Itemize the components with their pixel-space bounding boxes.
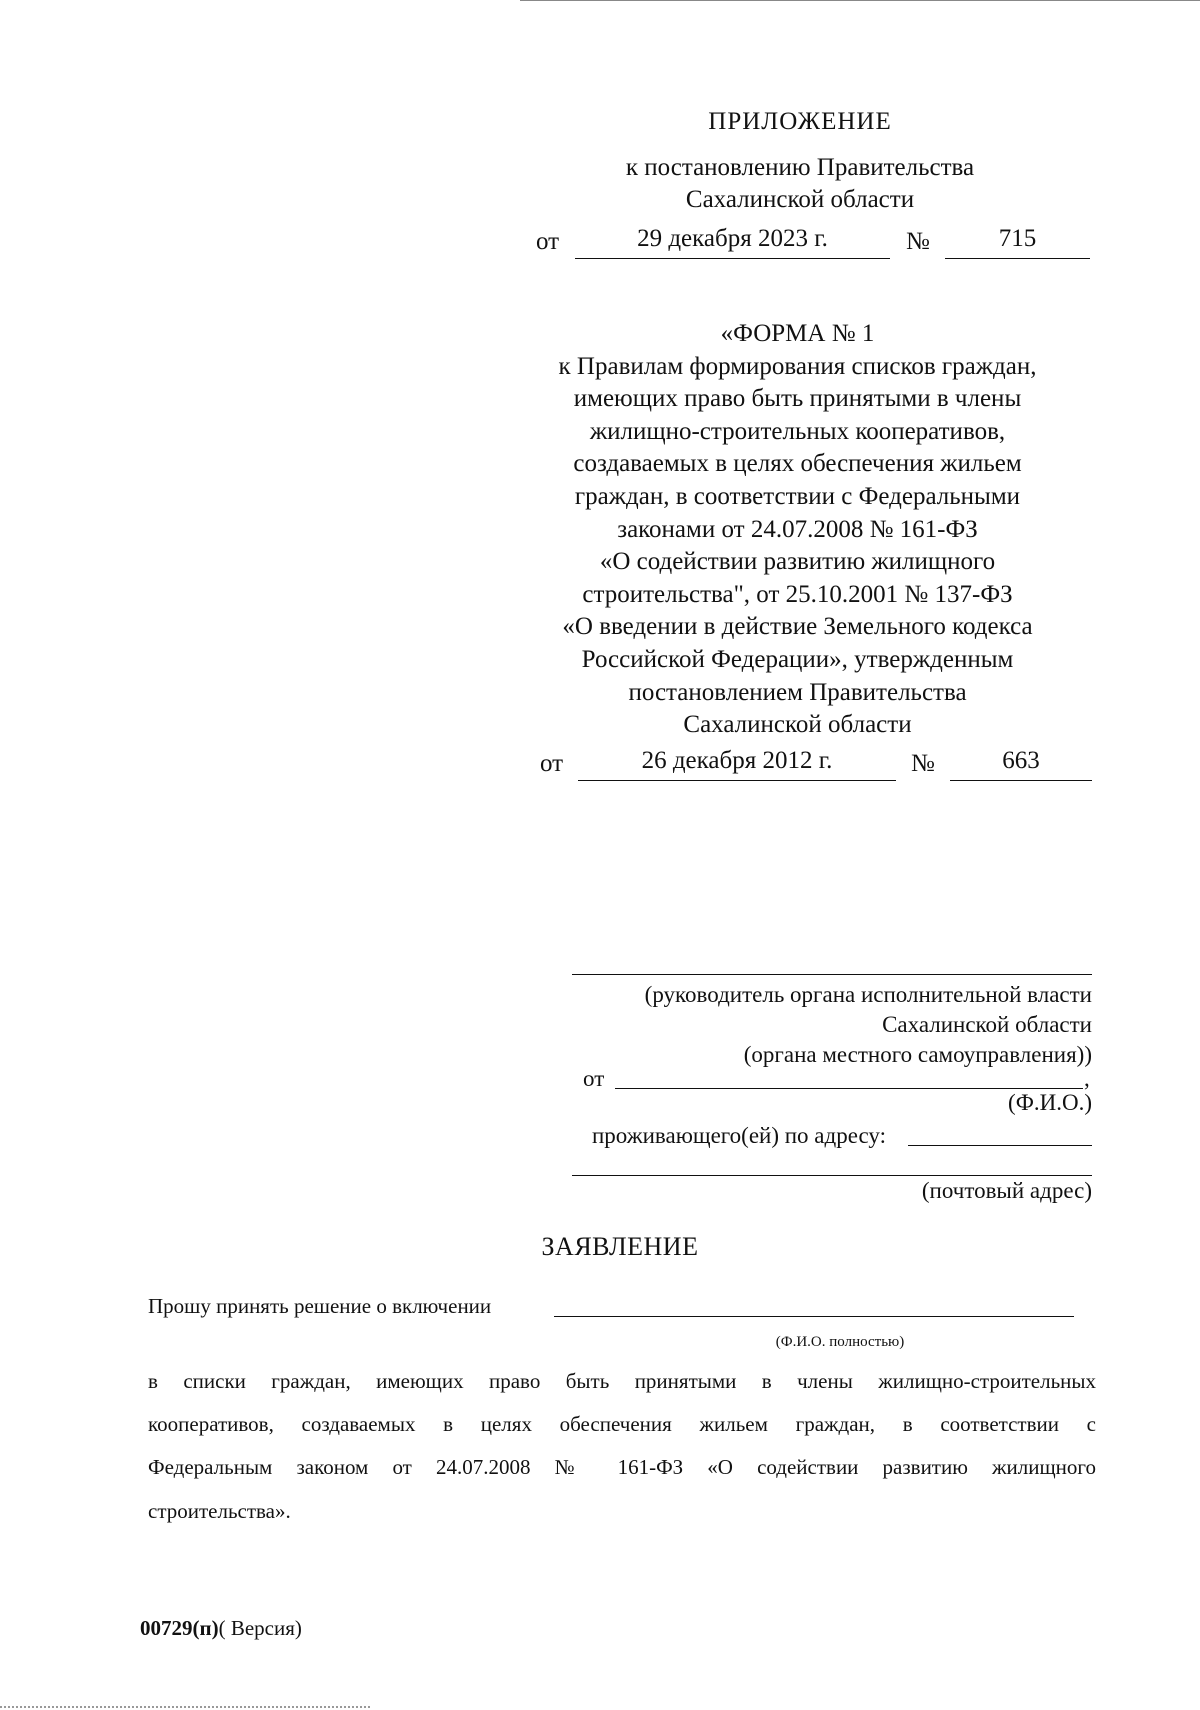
form-number-line <box>950 780 1092 781</box>
appendix-line-1: к постановлению Правительства <box>625 154 975 181</box>
postal-address-caption: (почтовый адрес) <box>921 1178 1092 1203</box>
address-line-2[interactable] <box>572 1175 1092 1176</box>
from-fio-line[interactable] <box>615 1088 1083 1089</box>
addressee-caption-line-2: Сахалинской области <box>882 1012 1092 1037</box>
form-date-prefix: от <box>540 750 564 777</box>
request-fio-line[interactable] <box>554 1316 1074 1317</box>
statement-body-line: кооперативов, создаваемых в целях обеспечения жильем граждан, в соответствии с <box>148 1412 1096 1436</box>
form-header-line: «О содействии развитию жилищного <box>599 548 996 576</box>
form-header-line: к Правилам формирования списков граждан, <box>558 352 1037 380</box>
form-header-block <box>505 318 1090 742</box>
addressee-caption <box>560 980 1092 1070</box>
appendix-date-prefix: от <box>536 228 560 255</box>
form-date-line <box>578 780 896 781</box>
form-number-sign: № <box>911 750 935 777</box>
appendix-block <box>520 108 1080 216</box>
address-line-1[interactable] <box>908 1145 1092 1146</box>
appendix-number-sign: № <box>906 228 930 255</box>
appendix-number-line <box>945 258 1090 259</box>
from-comma: , <box>1084 1066 1090 1091</box>
form-header-line: законами от 24.07.2008 № 161-ФЗ <box>617 515 978 543</box>
statement-body-line: в списки граждан, имеющих право быть принятыми в члены жилищно-строительных <box>148 1369 1096 1393</box>
appendix-date-line <box>575 258 890 259</box>
form-header-line: «О введении в действие Земельного кодекса <box>562 613 1033 641</box>
appendix-number-value: 715 <box>998 225 1037 252</box>
form-header-line: Российской Федерации», утвержденным <box>581 645 1014 673</box>
statement-body-line: строительства». <box>148 1499 291 1523</box>
form-header-line: создаваемых в целях обеспечения жильем <box>573 450 1022 478</box>
addressee-blank-line <box>572 974 1092 975</box>
form-header-line: «ФОРМА № 1 <box>720 320 875 347</box>
form-header-line: Сахалинской области <box>683 711 912 739</box>
request-label: Прошу принять решение о включении <box>148 1294 492 1318</box>
form-number-value: 663 <box>1002 747 1040 774</box>
version-label: ( Версия) <box>218 1616 302 1640</box>
scan-edge-top <box>520 0 1200 1</box>
appendix-line-2: Сахалинской области <box>685 186 915 213</box>
statement-body-line: Федеральным законом от 24.07.2008 № 161-ФЗ «О содействии развитию жилищного <box>148 1455 1096 1479</box>
form-header-line: постановлением Правительства <box>628 678 967 706</box>
form-header-line: граждан, в соответствии с Федеральными <box>574 482 1021 510</box>
fio-full-caption: (Ф.И.О. полностью) <box>775 1334 905 1350</box>
form-date-value: 26 декабря 2012 г. <box>641 747 833 774</box>
addressee-caption-line-1: (руководитель органа исполнительной власти <box>644 982 1092 1007</box>
address-label: проживающего(ей) по адресу: <box>592 1123 886 1148</box>
addressee-caption-line-3: (органа местного самоуправления)) <box>743 1042 1092 1067</box>
from-label: от <box>583 1066 605 1091</box>
statement-title: ЗАЯВЛЕНИЕ <box>541 1232 699 1261</box>
doc-code: 00729(п) <box>140 1616 219 1640</box>
appendix-title: ПРИЛОЖЕНИЕ <box>708 108 892 135</box>
form-header-line: имеющих право быть принятыми в члены <box>573 385 1022 413</box>
footer-doc-code <box>140 1616 302 1641</box>
scan-edge-bottom <box>0 1706 370 1708</box>
appendix-date-value: 29 декабря 2023 г. <box>637 225 828 252</box>
fio-caption: (Ф.И.О.) <box>1008 1090 1092 1115</box>
form-header-line: строительства", от 25.10.2001 № 137-ФЗ <box>582 580 1013 608</box>
form-header-line: жилищно-строительных кооперативов, <box>589 417 1006 445</box>
